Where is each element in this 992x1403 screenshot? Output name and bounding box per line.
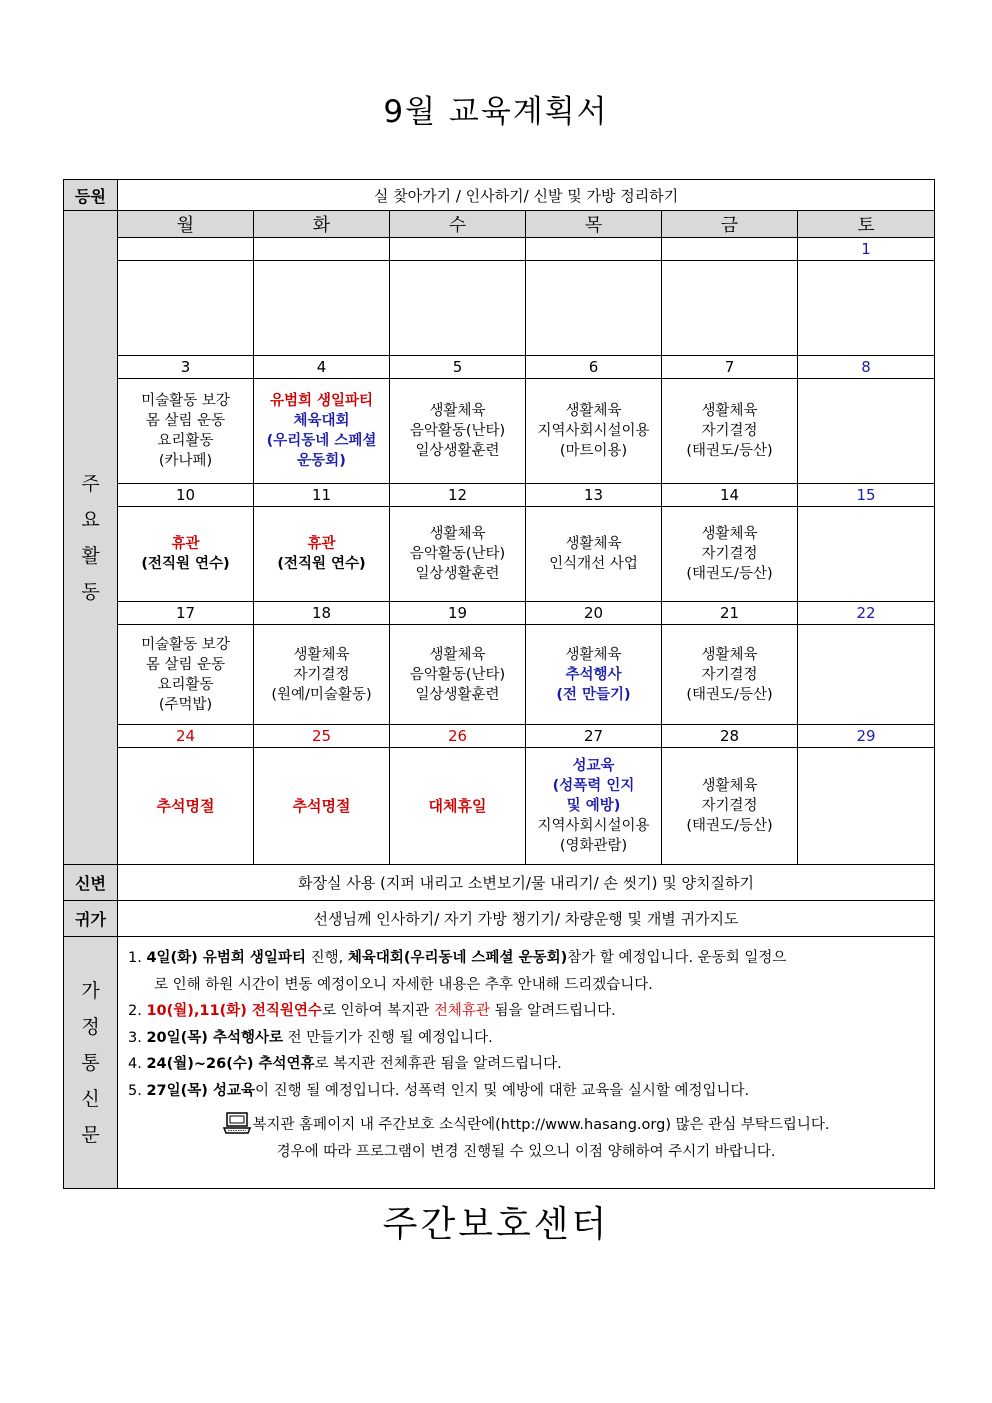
date-cell-sat: 8 bbox=[798, 356, 935, 379]
notice-text: 이 진행 될 예정입니다. 성폭력 인지 및 예방에 대한 교육을 실시할 예정입니다. bbox=[254, 1082, 750, 1099]
activity-line: 음악활동(난타) bbox=[409, 666, 506, 683]
notice-list bbox=[128, 945, 934, 1104]
activity-cell-tue bbox=[254, 748, 390, 865]
education-plan-table bbox=[63, 179, 935, 1189]
day-header-wed: 수 bbox=[390, 211, 526, 238]
notice-text: 27일(목) 성교육 bbox=[146, 1082, 255, 1099]
notice-text: 진행, bbox=[305, 950, 348, 966]
activity-line: 체육대회 bbox=[293, 413, 350, 429]
date-cell-thu: 13 bbox=[526, 484, 662, 507]
notice-text: 10(월),11(화) 전직원연수 bbox=[146, 1003, 322, 1019]
date-cell-sat: 15 bbox=[798, 484, 935, 507]
homepage-line bbox=[128, 1112, 934, 1139]
activity-line: 요리활동 bbox=[157, 676, 214, 693]
activity-cell-fri bbox=[662, 507, 798, 602]
date-cell-mon: 24 bbox=[118, 725, 254, 748]
activity-cell-thu bbox=[526, 625, 662, 725]
notice-text: 전체휴관 bbox=[433, 1003, 490, 1019]
date-cell-wed: 12 bbox=[390, 484, 526, 507]
activity-line: (태권도/등산) bbox=[686, 686, 773, 703]
activity-line: 자기결정 bbox=[701, 423, 758, 439]
notice-item bbox=[128, 1025, 934, 1052]
activity-line: 운동회) bbox=[297, 453, 346, 469]
activity-line: 생활체육 bbox=[565, 536, 622, 552]
closing-line: 경우에 따라 프로그램이 변경 진행될 수 있으니 이점 양해하여 주시기 바랍니다. bbox=[276, 1143, 776, 1160]
activity-line: (원예/미술활동) bbox=[271, 686, 372, 703]
activity-line: 생활체육 bbox=[701, 778, 758, 794]
activity-cell-tue bbox=[254, 507, 390, 602]
activity-line: (태권도/등산) bbox=[686, 443, 773, 459]
activity-line: (카나페) bbox=[158, 453, 213, 469]
departure-row bbox=[64, 901, 935, 937]
day-header-row bbox=[64, 211, 935, 238]
activity-line: 음악활동(난타) bbox=[409, 423, 506, 439]
activity-row bbox=[64, 379, 935, 484]
activity-line: 성교육 bbox=[572, 758, 615, 774]
activity-cell-fri bbox=[662, 261, 798, 356]
activity-cell-sat bbox=[798, 507, 935, 602]
activity-cell-sat bbox=[798, 379, 935, 484]
activity-cell-thu bbox=[526, 379, 662, 484]
notice-text: 20일(목) 추석행사로 bbox=[146, 1029, 283, 1046]
day-header-sat: 토 bbox=[798, 211, 935, 238]
activity-line: 몸 살림 운동 bbox=[145, 413, 226, 429]
date-cell-sat: 29 bbox=[798, 725, 935, 748]
date-cell-fri: 28 bbox=[662, 725, 798, 748]
activity-cell-thu bbox=[526, 261, 662, 356]
notice-item bbox=[128, 945, 934, 972]
activity-cell-wed bbox=[390, 261, 526, 356]
activity-line: (태권도/등산) bbox=[686, 566, 773, 582]
page-title: 9월 교육계획서 bbox=[383, 94, 609, 130]
arrival-text: 실 찾아가기 / 인사하기/ 신발 및 가방 정리하기 bbox=[118, 180, 935, 211]
notice-text: 24(월)~26(수) 추석연휴 bbox=[146, 1056, 315, 1072]
activity-line: 자기결정 bbox=[701, 666, 758, 683]
toilet-text: 화장실 사용 (지퍼 내리고 소변보기/물 내리기/ 손 씻기) 및 양치질하기 bbox=[118, 865, 935, 901]
notice-continuation: 로 인해 하원 시간이 변동 예정이오니 자세한 내용은 추후 안내해 드리겠습니다. bbox=[154, 976, 653, 993]
activity-line: 음악활동(난타) bbox=[409, 546, 506, 562]
activity-row bbox=[64, 748, 935, 865]
activity-line: 일상생활훈련 bbox=[415, 443, 500, 459]
arrival-label: 등원 bbox=[64, 180, 118, 211]
date-cell-fri: 14 bbox=[662, 484, 798, 507]
notice-number: 4. bbox=[128, 1056, 147, 1072]
date-cell-fri bbox=[662, 238, 798, 261]
activity-line: 몸 살림 운동 bbox=[145, 656, 226, 673]
notice-item bbox=[128, 998, 934, 1025]
activity-line: (전직원 연수) bbox=[277, 556, 366, 572]
activity-line: 휴관 bbox=[307, 536, 336, 552]
notice-text: 전 만들기가 진행 될 예정입니다. bbox=[282, 1029, 493, 1046]
notice-text: 됨을 알려드립니다. bbox=[489, 1003, 616, 1019]
activity-line: 생활체육 bbox=[565, 403, 622, 419]
day-header-tue: 화 bbox=[254, 211, 390, 238]
notice-item bbox=[128, 1078, 934, 1105]
activity-line: 생활체육 bbox=[565, 646, 622, 663]
activity-row bbox=[64, 625, 935, 725]
footer-title: 주간보호센터 bbox=[382, 1204, 610, 1245]
notice-text: 로 복지관 전체휴관 됨을 알려드립니다. bbox=[314, 1056, 562, 1072]
date-cell-tue: 18 bbox=[254, 602, 390, 625]
activity-line: 요리활동 bbox=[157, 433, 214, 449]
activity-cell-thu bbox=[526, 748, 662, 865]
notice-text: 로 인하여 복지관 bbox=[321, 1003, 434, 1019]
activity-line: 휴관 bbox=[171, 536, 200, 552]
date-cell-sat: 1 bbox=[798, 238, 935, 261]
date-cell-sat: 22 bbox=[798, 602, 935, 625]
activity-line: 지역사회시설이용 bbox=[537, 818, 650, 834]
activity-row bbox=[64, 261, 935, 356]
activity-cell-wed bbox=[390, 379, 526, 484]
activity-cell-fri bbox=[662, 379, 798, 484]
activity-cell-sat bbox=[798, 261, 935, 356]
day-header-fri: 금 bbox=[662, 211, 798, 238]
activity-line: (태권도/등산) bbox=[686, 818, 773, 834]
notice-number: 3. bbox=[128, 1029, 147, 1046]
date-cell-mon: 3 bbox=[118, 356, 254, 379]
departure-label: 귀가 bbox=[64, 901, 118, 937]
activity-line: (영화관람) bbox=[559, 838, 628, 854]
arrival-row bbox=[64, 180, 935, 211]
date-row bbox=[64, 602, 935, 625]
notice-text: 체육대회(우리동네 스페셜 운동회) bbox=[347, 950, 568, 966]
notice-text: 4일(화) 유범희 생일파티 bbox=[146, 950, 306, 966]
activity-cell-fri bbox=[662, 625, 798, 725]
date-cell-wed bbox=[390, 238, 526, 261]
activity-line: (우리동네 스페셜 bbox=[266, 433, 377, 449]
activity-line: 일상생활훈련 bbox=[415, 686, 500, 703]
notice-text: 참가 할 예정입니다. 운동회 일정으 bbox=[567, 950, 787, 966]
activity-line: 미술활동 보강 bbox=[141, 393, 230, 409]
activity-line: 대체휴일 bbox=[428, 797, 487, 815]
departure-text: 선생님께 인사하기/ 자기 가방 챙기기/ 차량운행 및 개별 귀가지도 bbox=[118, 901, 935, 937]
activity-line: 생활체육 bbox=[429, 646, 486, 663]
date-cell-tue: 4 bbox=[254, 356, 390, 379]
date-row bbox=[64, 725, 935, 748]
notice-number: 5. bbox=[128, 1082, 147, 1099]
activity-line: (전직원 연수) bbox=[141, 556, 230, 572]
activity-line: 일상생활훈련 bbox=[415, 566, 500, 582]
date-row bbox=[64, 238, 935, 261]
activity-line: 자기결정 bbox=[701, 798, 758, 814]
activity-cell-sat bbox=[798, 748, 935, 865]
notice-number: 1. bbox=[128, 950, 147, 966]
activity-cell-tue bbox=[254, 625, 390, 725]
date-cell-tue: 25 bbox=[254, 725, 390, 748]
activity-row bbox=[64, 507, 935, 602]
activity-line: 유범희 생일파티 bbox=[269, 393, 374, 409]
toilet-label: 신변 bbox=[64, 865, 118, 901]
activity-cell-mon bbox=[118, 261, 254, 356]
date-cell-tue bbox=[254, 238, 390, 261]
date-cell-wed: 5 bbox=[390, 356, 526, 379]
activity-line: 자기결정 bbox=[293, 666, 350, 683]
newsletter-label: 가 정 통 신 문 bbox=[64, 937, 118, 1189]
activity-line: 생활체육 bbox=[701, 646, 758, 663]
activity-line: 추석행사 bbox=[565, 666, 622, 683]
homepage-text: 복지관 홈페이지 내 주간보호 소식란에(http://www.hasang.org) 많은 관심 부탁드립니다. bbox=[252, 1117, 830, 1133]
date-cell-thu bbox=[526, 238, 662, 261]
activity-line: 인식개선 사업 bbox=[549, 556, 638, 572]
activity-line: 추석명절 bbox=[156, 797, 215, 815]
activity-line: (전 만들기) bbox=[556, 686, 631, 703]
activity-line: 미술활동 보강 bbox=[141, 636, 230, 653]
activity-line: 지역사회시설이용 bbox=[537, 423, 650, 439]
activity-line: 생활체육 bbox=[701, 403, 758, 419]
activity-cell-thu bbox=[526, 507, 662, 602]
activity-cell-wed bbox=[390, 625, 526, 725]
notice-number: 2. bbox=[128, 1003, 147, 1019]
date-cell-mon: 10 bbox=[118, 484, 254, 507]
computer-icon bbox=[223, 1112, 251, 1134]
date-row bbox=[64, 484, 935, 507]
date-cell-wed: 26 bbox=[390, 725, 526, 748]
date-cell-thu: 20 bbox=[526, 602, 662, 625]
date-cell-mon bbox=[118, 238, 254, 261]
day-header-thu: 목 bbox=[526, 211, 662, 238]
activity-line: 생활체육 bbox=[429, 403, 486, 419]
newsletter-content bbox=[118, 937, 935, 1189]
date-cell-wed: 19 bbox=[390, 602, 526, 625]
date-cell-mon: 17 bbox=[118, 602, 254, 625]
activity-cell-mon bbox=[118, 507, 254, 602]
activity-line: 추석명절 bbox=[292, 797, 351, 815]
toilet-row bbox=[64, 865, 935, 901]
newsletter-row bbox=[64, 937, 935, 1189]
activity-cell-mon bbox=[118, 625, 254, 725]
activity-line: 생활체육 bbox=[701, 526, 758, 542]
activity-line: (성폭력 인지 bbox=[552, 778, 635, 794]
activity-line: (마트이용) bbox=[559, 443, 628, 459]
date-cell-fri: 21 bbox=[662, 602, 798, 625]
activity-cell-mon bbox=[118, 748, 254, 865]
notice-item bbox=[128, 1051, 934, 1078]
activity-line: 자기결정 bbox=[701, 546, 758, 562]
activity-cell-wed bbox=[390, 507, 526, 602]
activity-cell-tue bbox=[254, 261, 390, 356]
activity-line: 생활체육 bbox=[293, 646, 350, 663]
date-cell-fri: 7 bbox=[662, 356, 798, 379]
activity-cell-mon bbox=[118, 379, 254, 484]
activity-line: (주먹밥) bbox=[158, 696, 213, 713]
main-activity-label: 주 요 활 동 bbox=[64, 211, 118, 865]
activity-line: 생활체육 bbox=[429, 526, 486, 542]
activity-line: 및 예방) bbox=[566, 798, 621, 814]
date-cell-thu: 6 bbox=[526, 356, 662, 379]
activity-cell-tue bbox=[254, 379, 390, 484]
day-header-mon: 월 bbox=[118, 211, 254, 238]
activity-cell-fri bbox=[662, 748, 798, 865]
date-cell-thu: 27 bbox=[526, 725, 662, 748]
date-row bbox=[64, 356, 935, 379]
activity-cell-sat bbox=[798, 625, 935, 725]
date-cell-tue: 11 bbox=[254, 484, 390, 507]
activity-cell-wed bbox=[390, 748, 526, 865]
